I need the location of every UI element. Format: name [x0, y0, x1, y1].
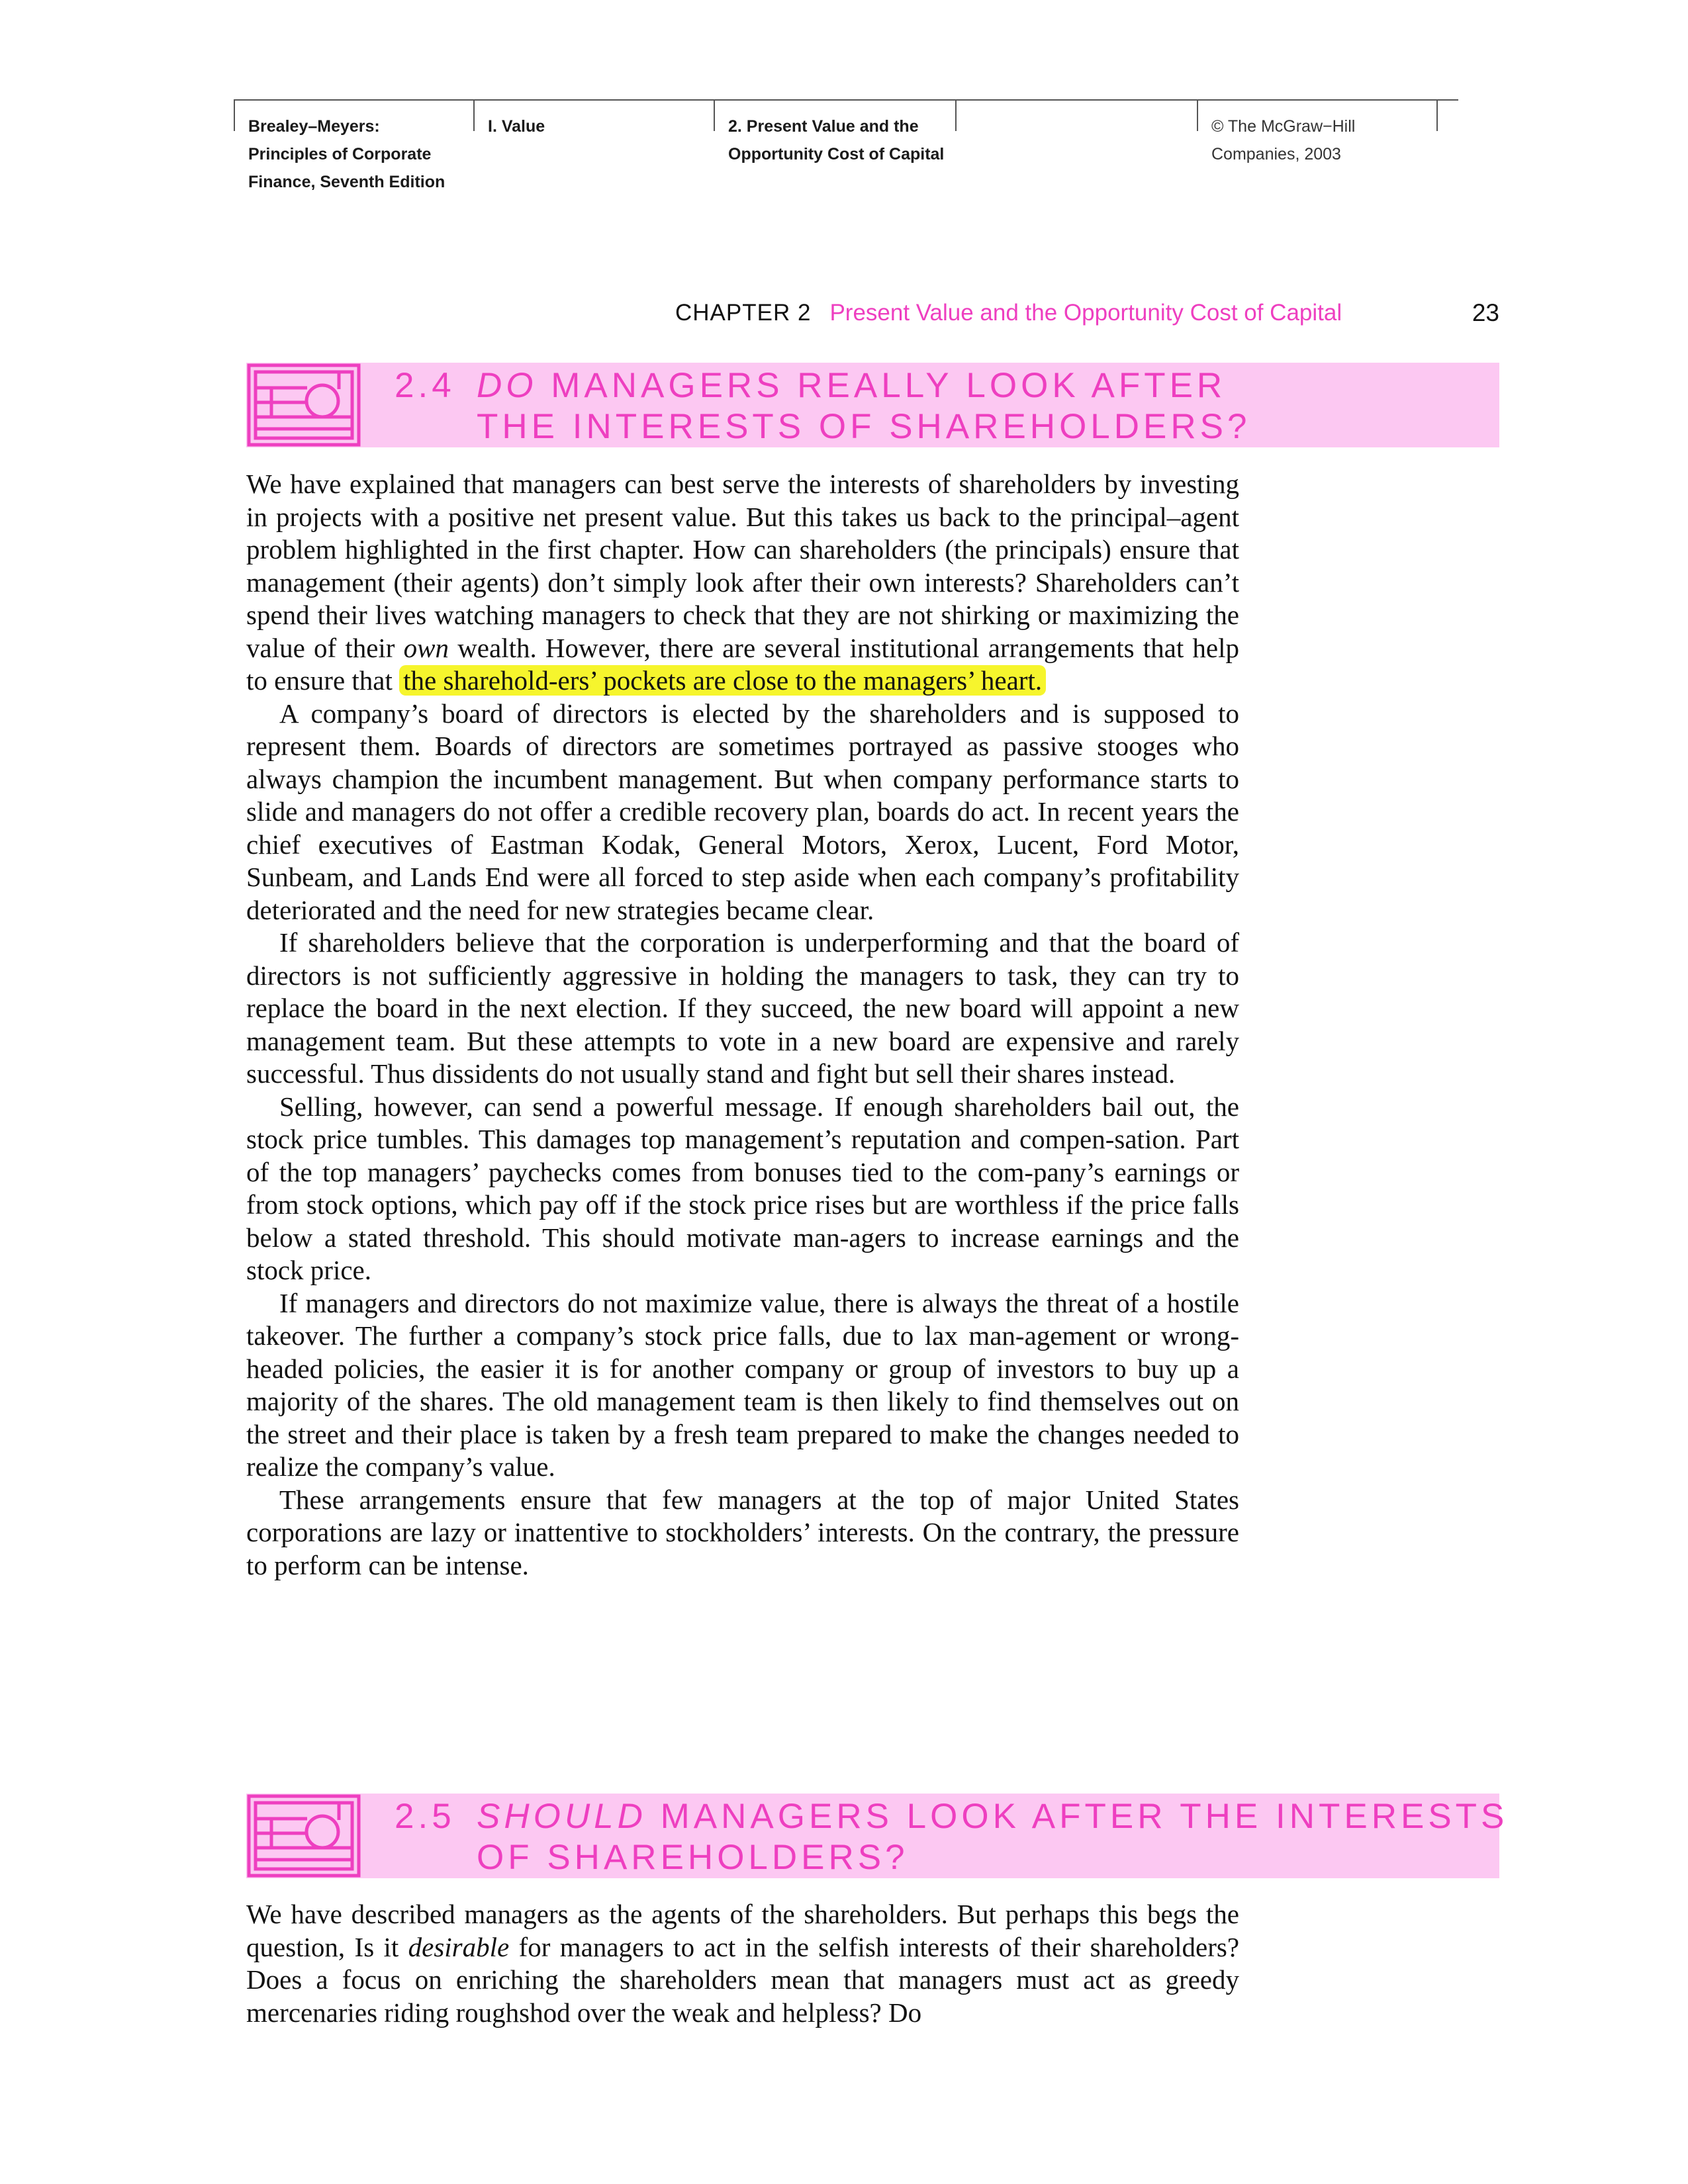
section-title: [395, 365, 1251, 447]
paragraph: [246, 1898, 1239, 2029]
chapter-title: Present Value and the Opportunity Cost of Capital: [829, 300, 1342, 326]
paragraph-emphasis: desirable: [408, 1931, 510, 1962]
citation-chapter: [728, 113, 944, 168]
highlighted-text[interactable]: the sharehold-ers’ pockets are close to the managers’ heart.: [399, 665, 1046, 696]
section-title-line: MANAGERS LOOK AFTER THE INTERESTS: [660, 1797, 1509, 1836]
header-divider: [714, 99, 715, 131]
citation-part-label: I. Value: [488, 117, 545, 136]
section-logo-icon: [246, 363, 361, 447]
header-divider: [1197, 99, 1198, 131]
paragraph: If shareholders believe that the corporation is underperforming and that the board of directors is not sufficiently aggressive in holding the managers to task, they can try to replace the board in the next election. If they succeed, the new board will appoint a new management team. But these attempts to vote in a new board are expensive and rarely successful. Thus dissidents do not usually stand and fight but sell their shares instead.: [246, 927, 1239, 1089]
paragraph: Selling, however, can send a powerful message. If enough shareholders bail out, the stock price tumbles. This damages top management’s reputation and compen-sation. Part of the top managers’ paychecks comes from bonuses tied to the com-pany’s earnings or from stock options, which pay off if the stock price rises but are worthless if the price falls below a stated threshold. This should motivate man-agers to increase earnings and the stock price.: [246, 1091, 1239, 1285]
citation-copyright: [1211, 113, 1355, 168]
section-body: [246, 468, 1239, 1582]
section-title-line: MANAGERS REALLY LOOK AFTER: [551, 366, 1227, 405]
chapter-label: CHAPTER 2: [675, 300, 812, 326]
citation-part: [488, 113, 545, 140]
header-divider: [234, 99, 235, 131]
section-body: [246, 1898, 1239, 2029]
section-title: [395, 1796, 1508, 1878]
section-title-emphasis: DO: [477, 366, 538, 405]
section-number: 2.4: [395, 366, 455, 405]
paragraph-emphasis: own: [403, 632, 449, 663]
running-head: [675, 296, 1499, 330]
page-number: 23: [1472, 299, 1499, 326]
paragraph: A company’s board of directors is elected by the shareholders and is supposed to represent them. Boards of directors are sometimes portrayed as passive stooges who always champion the incumbent management. But when company performance starts to slide and managers do not offer a credible recovery plan, boards do act. In recent years the chief executives of Eastman Kodak, General Motors, Xerox, Lucent, Ford Motor, Sunbeam, and Lands End were all forced to step aside when each company’s profitability deteriorated and the need for new strategies became clear.: [246, 698, 1239, 925]
citation-book-line: Finance, Seventh Edition: [248, 173, 445, 191]
paragraph-text: for managers to act in the selfish interests of their shareholders? Does a focus on enriching the shareholders mean that managers must act as greedy mercenaries riding roughshod over the weak and helpless? Do: [246, 1931, 1240, 2028]
header-divider: [473, 99, 475, 131]
paragraph-text: wealth. However, there are several institutional arrangements that help to ensure that: [246, 632, 1239, 696]
citation-book-line: Principles of Corporate: [248, 145, 432, 163]
citation-chapter-line: Opportunity Cost of Capital: [728, 145, 945, 163]
paragraph: If managers and directors do not maximize value, there is always the threat of a hostile takeover. The further a company’s stock price falls, due to lax man-agement or wrong-headed policies, the easier it is for another company or group of investors to buy up a majority of the shares. The old management team is then likely to find themselves out on the street and their place is taken by a fresh team prepared to make the changes needed to realize the company’s value.: [246, 1287, 1239, 1482]
header-divider: [1436, 99, 1438, 131]
section-logo-icon: [246, 1794, 361, 1878]
section-title-emphasis: SHOULD: [477, 1797, 647, 1836]
citation-copyright-line: Companies, 2003: [1211, 145, 1341, 163]
paragraph-text: We have described managers as the agents of the shareholders. But perhaps this begs the question, Is it: [246, 1899, 1239, 1962]
paragraph: These arrangements ensure that few managers at the top of major United States corporations are lazy or inattentive to stockholders’ interests. On the contrary, the pressure to perform can be intense.: [246, 1484, 1239, 1580]
citation-book: [248, 113, 445, 196]
paragraph-text: We have explained that managers can best serve the interests of shareholders by investing in projects with a positive net present value. But this takes us back to the principal–agent problem highlighted in the first chapter. How can shareholders (the principals) ensure that management (their agents) don’t simply look after their own interests? Shareholders can’t spend their lives watching managers to check that they are not shirking or maximizing the value of their: [246, 469, 1239, 663]
header-divider: [955, 99, 957, 131]
paragraph: [246, 468, 1239, 698]
section-number: 2.5: [395, 1797, 455, 1836]
citation-book-line: Brealey–Meyers:: [248, 117, 380, 136]
section-title-line: OF SHAREHOLDERS?: [477, 1838, 909, 1877]
citation-chapter-line: 2. Present Value and the: [728, 117, 919, 136]
citation-copyright-line: © The McGraw−Hill: [1211, 117, 1356, 136]
section-title-line: THE INTERESTS OF SHAREHOLDERS?: [477, 407, 1251, 446]
